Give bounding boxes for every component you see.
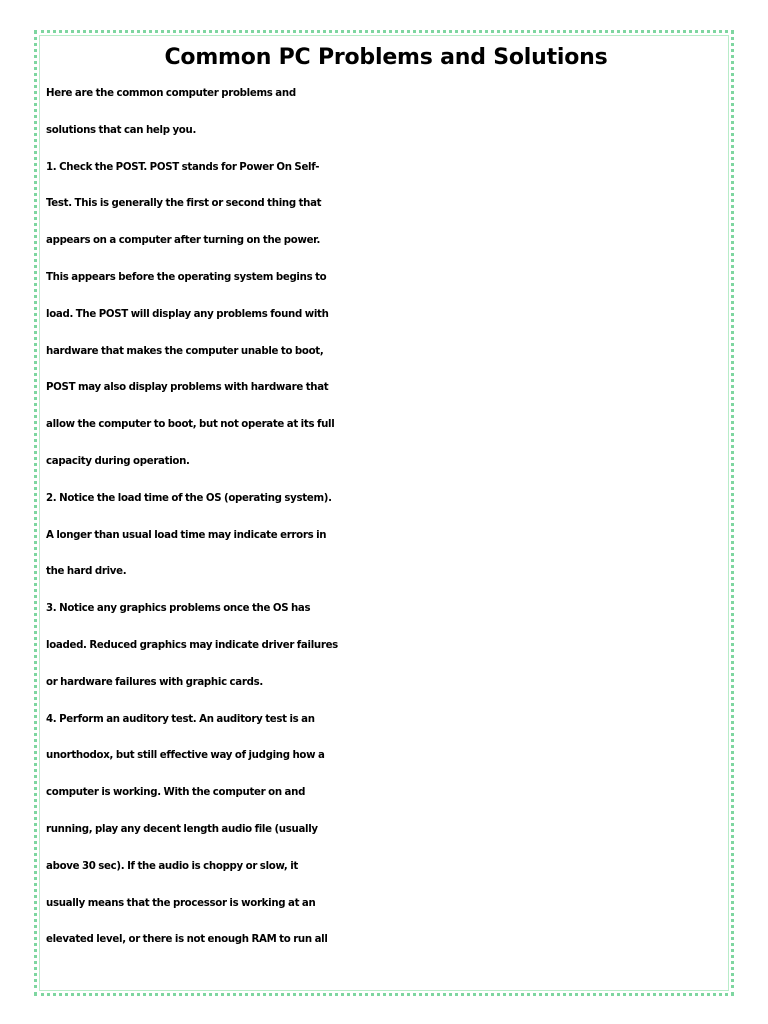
- text-line: elevated level, or there is not enough RAM to run all: [46, 934, 328, 946]
- text-line: capacity during operation.: [46, 455, 190, 467]
- text-line: unorthodox, but still effective way of judging how a: [46, 750, 325, 762]
- document-body: [46, 40, 726, 959]
- text-line: or hardware failures with graphic cards.: [46, 676, 263, 688]
- text-line: 1. Check the POST. POST stands for Power On Self-: [46, 161, 320, 173]
- text-line: 3. Notice any graphics problems once the OS has: [46, 603, 311, 615]
- text-line: usually means that the processor is working at an: [46, 897, 316, 909]
- document-title: Common PC Problems and Solutions: [164, 45, 608, 70]
- text-line: POST may also display problems with hardware that: [46, 382, 329, 394]
- text-line: 4. Perform an auditory test. An auditory test is an: [46, 713, 315, 725]
- text-line: load. The POST will display any problems found with: [46, 308, 329, 320]
- text-line: hardware that makes the computer unable to boot,: [46, 345, 324, 357]
- text-line: Test. This is generally the first or second thing that: [46, 198, 322, 210]
- text-line: computer is working. With the computer on and: [46, 787, 306, 799]
- text-line: the hard drive.: [46, 566, 127, 578]
- text-line: running, play any decent length audio file (usually: [46, 823, 318, 835]
- text-line: A longer than usual load time may indicate errors in: [46, 529, 327, 541]
- text-line: This appears before the operating system begins to: [46, 271, 327, 283]
- text-line: 2. Notice the load time of the OS (operating system).: [46, 492, 332, 504]
- text-line: appears on a computer after turning on the power.: [46, 235, 321, 247]
- document-text: [46, 76, 726, 959]
- text-line: loaded. Reduced graphics may indicate driver failures: [46, 639, 338, 651]
- text-line: solutions that can help you.: [46, 124, 197, 136]
- text-line: Here are the common computer problems and: [46, 88, 296, 99]
- text-line: allow the computer to boot, but not operate at its full: [46, 419, 335, 431]
- text-line: above 30 sec). If the audio is choppy or slow, it: [46, 860, 299, 872]
